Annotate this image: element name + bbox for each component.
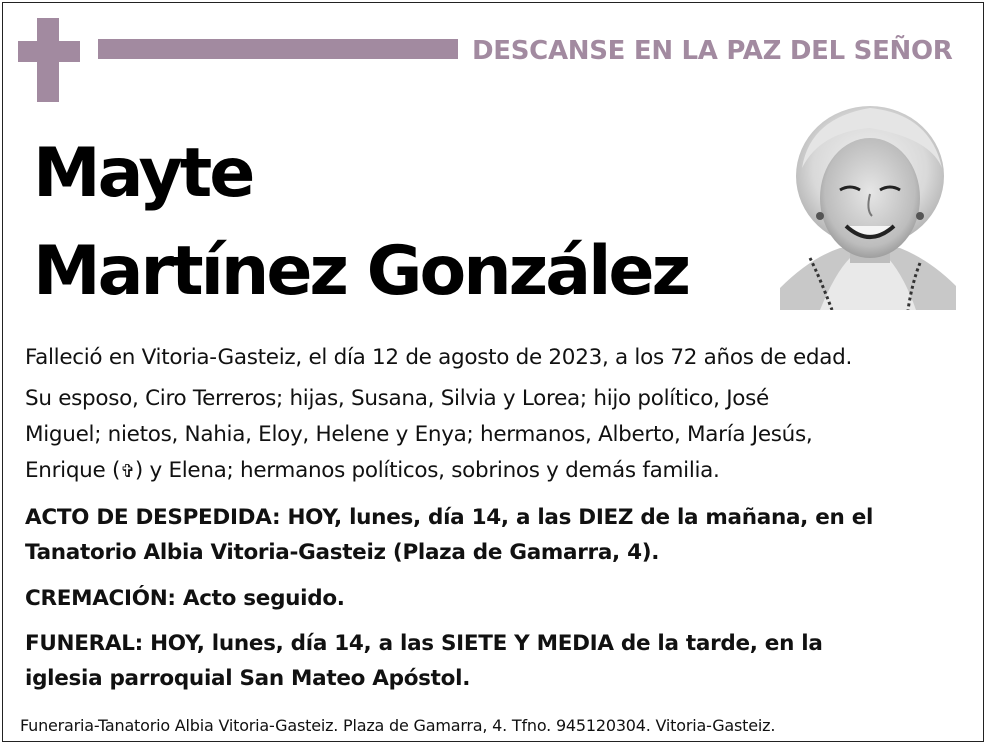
funeral-home-footer: Funeraria-Tanatorio Albia Vitoria-Gasteiz. Plaza de Gamarra, 4. Tfno. 945120304. Vitoria-Gasteiz.	[20, 716, 776, 735]
cremation-line: CREMACIÓN: Acto seguido.	[25, 586, 345, 611]
family-line-3	[25, 453, 955, 489]
funeral-line-1: FUNERAL: HOY, lunes, día 14, a las SIETE Y MEDIA de la tarde, en la	[25, 631, 823, 656]
header-bar	[98, 39, 458, 59]
small-cross-icon: ✞	[120, 461, 135, 482]
deceased-last-name: Martínez González	[33, 232, 689, 311]
portrait-photo	[780, 98, 956, 310]
deceased-first-name: Mayte	[33, 134, 253, 213]
death-notice-line: Falleció en Vitoria-Gasteiz, el día 12 de agosto de 2023, a los 72 años de edad.	[25, 345, 853, 370]
family-line-2: Miguel; nietos, Nahia, Eloy, Helene y Enya; hermanos, Alberto, María Jesús,	[25, 422, 813, 447]
header-tagline: DESCANSE EN LA PAZ DEL SEÑOR	[472, 36, 953, 66]
family-line-3-part-a: Enrique (	[25, 458, 121, 483]
farewell-line-2: Tanatorio Albia Vitoria-Gasteiz (Plaza de Gamarra, 4).	[25, 540, 660, 565]
farewell-line-1: ACTO DE DESPEDIDA: HOY, lunes, día 14, a las DIEZ de la mañana, en el	[25, 505, 874, 530]
funeral-line-2: iglesia parroquial San Mateo Apóstol.	[25, 666, 471, 691]
family-line-3-part-b: ) y Elena; hermanos políticos, sobrinos y demás familia.	[134, 458, 720, 483]
portrait-image	[780, 98, 956, 310]
cross-icon-arm	[18, 41, 80, 62]
family-line-1: Su esposo, Ciro Terreros; hijas, Susana, Silvia y Lorea; hijo político, José	[25, 386, 769, 411]
